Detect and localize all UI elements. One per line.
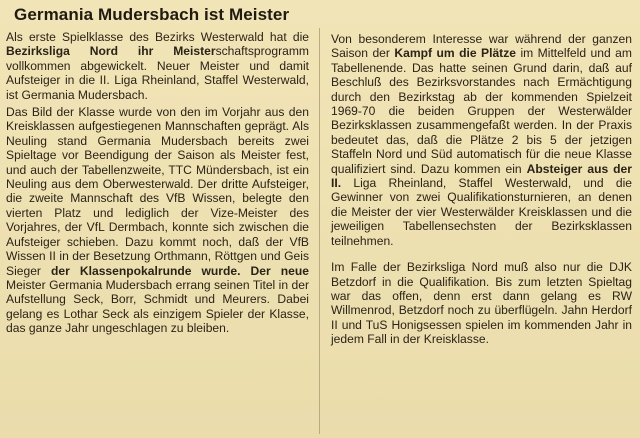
column-divider xyxy=(319,28,320,434)
text: Von besonderem Interesse war während der ganzen Saison der xyxy=(331,32,632,61)
bold-text: Kampf um die Plätze xyxy=(394,46,516,61)
left-paragraph-1 xyxy=(6,30,309,102)
text: Liga Rheinland, Staffel Westerwald, und die Gewinner von zwei Qualifikationsturnieren, an denen die Meister der vier Westerwälder Kreisklassen und die jeweiligen Tabellensechsten der Bezirksklassen teilnehmen. xyxy=(331,176,632,248)
right-column xyxy=(331,32,632,350)
left-paragraph-2 xyxy=(6,105,309,336)
headline: Germania Mudersbach ist Meister xyxy=(14,5,290,24)
text: Im Falle der Bezirksliga Nord muß also nur die DJK Betzdorf in die Qualifikation. Bis zum letzten Spieltag war das offen, denn erst dann gelang es RW Willmenrod, Betzdorf noch zu überflügeln. Jahn Herdorf II und TuS Honigsessen spielen im kommenden Jahr in jedem Fall in der Kreisklasse. xyxy=(331,260,632,347)
right-paragraph-2 xyxy=(331,260,632,346)
right-paragraph-1 xyxy=(331,32,632,248)
left-column xyxy=(6,30,309,339)
text: Das Bild der Klasse wurde von den im Vorjahr aus den Kreisklassen aufgestiegenen Mannschaften geprägt. Als Neuling stand Germania Mudersbach bereits zwei Spieltage vor Beendigung der Saison als Meister fest, und auch der Tabellenzweite, TTC Mündersbach, ist ein Neuling aus dem Oberwesterwald. Der dritte Aufsteiger, die zweite Mannschaft des VfB Wissen, belegte den vierten Platz und lediglich der Vize-Meister des Vorjahres, der VfL Dermbach, konnte sich zwischen die Aufsteiger schieben. Dazu kommt noch, daß der VfB Wissen II in der Besetzung Orthmann, Röttgen und Geis Sieger xyxy=(6,105,309,278)
text: Als erste Spielklasse des Bezirks Westerwald hat die xyxy=(6,30,309,44)
text: Meister Germania Mudersbach errang seinen Titel in der Aufstellung Seck, Borr, Schmidt und Meurers. Dabei gelang es Lothar Seck als einzigem Spieler der Klasse, das ganze Jahr ungeschlagen zu bleiben. xyxy=(6,277,309,336)
text: im Mittelfeld und am Tabellenende. Das hatte seinen Grund darin, daß auf Beschluß des Bezirksvorstandes nach Ermächtigung durch den Bezirkstag ab der kommenden Spielzeit 1969-70 die beiden Gruppen der Westerwälder Bezirksklassen zusammengefaßt werden. In der Praxis bedeutet das, daß die Plätze 2 bis 5 der jetzigen Staffeln Nord und Süd automatisch für die neue Klasse qualifiziert sind. Dazu kommen ein xyxy=(331,46,632,176)
bold-text: der Klassenpokalrunde wurde. Der neue xyxy=(51,263,309,278)
text: schaftsprogramm vollkommen abgewickelt. Neuer Meister und damit Aufsteiger in die II. Liga Rheinland, Staffel Westerwald, ist Germania Mudersbach. xyxy=(6,44,309,102)
bold-text: Absteiger aus der II. xyxy=(331,161,632,191)
bold-text: Bezirksliga Nord ihr Meister xyxy=(6,44,216,59)
